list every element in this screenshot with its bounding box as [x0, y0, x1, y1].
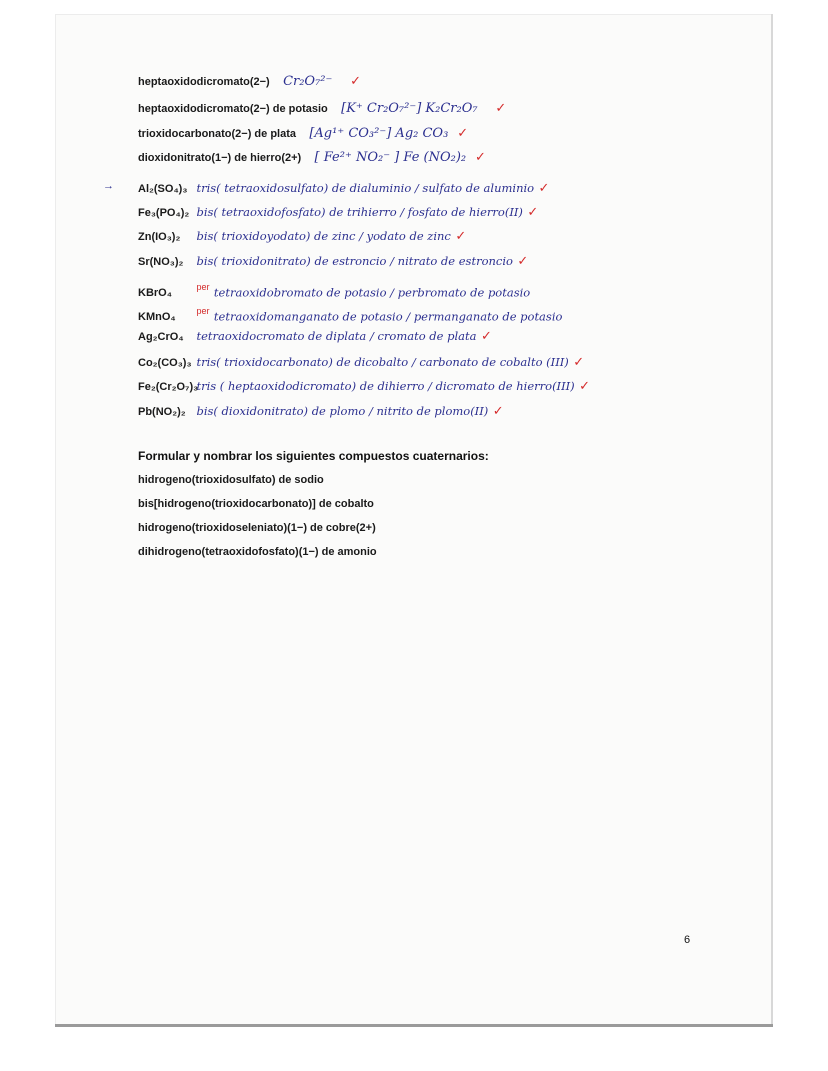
printed-name: heptaoxidodicromato(2−) de potasio [138, 103, 328, 115]
handwritten-name: tetraoxidocromato de diplata / cromato de plata [196, 329, 477, 343]
formula-row [138, 122, 468, 144]
handwritten-formula: [K⁺ Cr₂O₇²⁻] K₂Cr₂O₇ [341, 101, 478, 116]
exercise-item: hidrogeno(trioxidoseleniato)(1−) de cobre(2+) [138, 522, 376, 534]
handwritten-formula: [Ag¹⁺ CO₃²⁻] Ag₂ CO₃ [309, 126, 449, 141]
exercise-item: bis[hidrogeno(trioxidocarbonato)] de cobalto [138, 498, 374, 510]
compound-row [138, 276, 530, 298]
correction-mark: per [196, 306, 210, 316]
printed-formula: KMnO₄ [138, 311, 176, 324]
formula-row [138, 97, 506, 119]
correction-mark: per [196, 282, 210, 292]
printed-formula: Zn(IO₃)₂ [138, 231, 181, 243]
check-icon: ✓ [457, 126, 469, 141]
exercise-item: dihidrogeno(tetraoxidofosfato)(1−) de amonio [138, 546, 377, 558]
printed-formula: Pb(NO₂)₂ [138, 406, 186, 418]
check-icon: ✓ [350, 74, 362, 89]
printed-name: trioxidocarbonato(2−) de plata [138, 128, 296, 140]
compound-row [138, 225, 466, 247]
compound-row [138, 177, 549, 199]
handwritten-formula: [ Fe²⁺ NO₂⁻ ] Fe (NO₂)₂ [314, 150, 467, 165]
handwritten-name: tetraoxidobromato de potasio / perbromato de potasio [213, 285, 531, 300]
printed-name: dioxidonitrato(1−) de hierro(2+) [138, 152, 302, 164]
page-edge-bottom [55, 1024, 773, 1027]
handwritten-formula: Cr₂O₇²⁻ [283, 74, 333, 89]
check-icon: ✓ [480, 329, 492, 344]
handwritten-name: bis( dioxidonitrato) de plomo / nitrito de plomo(II) [196, 404, 489, 418]
handwritten-name: tetraoxidomanganato de potasio / permanganato de potasio [213, 309, 563, 324]
check-icon: ✓ [495, 101, 507, 116]
check-icon: ✓ [573, 355, 585, 370]
compound-row [138, 250, 528, 272]
check-icon: ✓ [492, 404, 504, 419]
handwritten-name: bis( trioxidoyodato) de zinc / yodato de zinc [196, 229, 451, 243]
check-icon: ✓ [538, 181, 550, 196]
check-icon: ✓ [527, 205, 539, 220]
compound-row [138, 325, 492, 347]
formula-row [138, 70, 361, 92]
compound-row [138, 375, 590, 397]
check-icon: ✓ [475, 150, 486, 165]
handwritten-name: bis( trioxidonitrato) de estroncio / nitrato de estroncio [196, 254, 513, 268]
formula-row [138, 146, 486, 168]
page-edge-right [771, 14, 773, 1026]
check-icon: ✓ [579, 379, 591, 394]
printed-formula: Ag₂CrO₄ [138, 331, 184, 343]
printed-name: heptaoxidodicromato(2−) [138, 76, 270, 88]
printed-formula: Sr(NO₃)₂ [138, 256, 184, 268]
handwritten-name: tris( trioxidocarbonato) de dicobalto / carbonato de cobalto (III) [196, 355, 569, 369]
section-heading: Formular y nombrar los siguientes compuestos cuaternarios: [138, 449, 489, 463]
printed-formula: KBrO₄ [138, 287, 172, 300]
compound-row [138, 400, 504, 422]
printed-formula: Co₂(CO₃)₃ [138, 357, 192, 369]
compound-row [138, 201, 538, 223]
arrow-right-icon: → [103, 180, 114, 192]
exercise-item: hidrogeno(trioxidosulfato) de sodio [138, 474, 324, 486]
printed-formula: Al₂(SO₄)₃ [138, 183, 188, 195]
page-number: 6 [684, 934, 691, 946]
compound-row [138, 300, 562, 322]
handwritten-name: tris( tetraoxidosulfato) de dialuminio / sulfato de aluminio [196, 181, 535, 195]
printed-formula: Fe₂(Cr₂O₇)₃ [138, 381, 199, 393]
check-icon: ✓ [455, 229, 467, 244]
handwritten-name: bis( tetraoxidofosfato) de trihierro / fosfato de hierro(II) [196, 205, 523, 219]
handwritten-name: tris ( heptaoxidodicromato) de dihierro / dicromato de hierro(III) [196, 379, 575, 393]
compound-row [138, 351, 584, 373]
printed-formula: Fe₃(PO₄)₂ [138, 207, 190, 219]
check-icon: ✓ [517, 254, 529, 269]
